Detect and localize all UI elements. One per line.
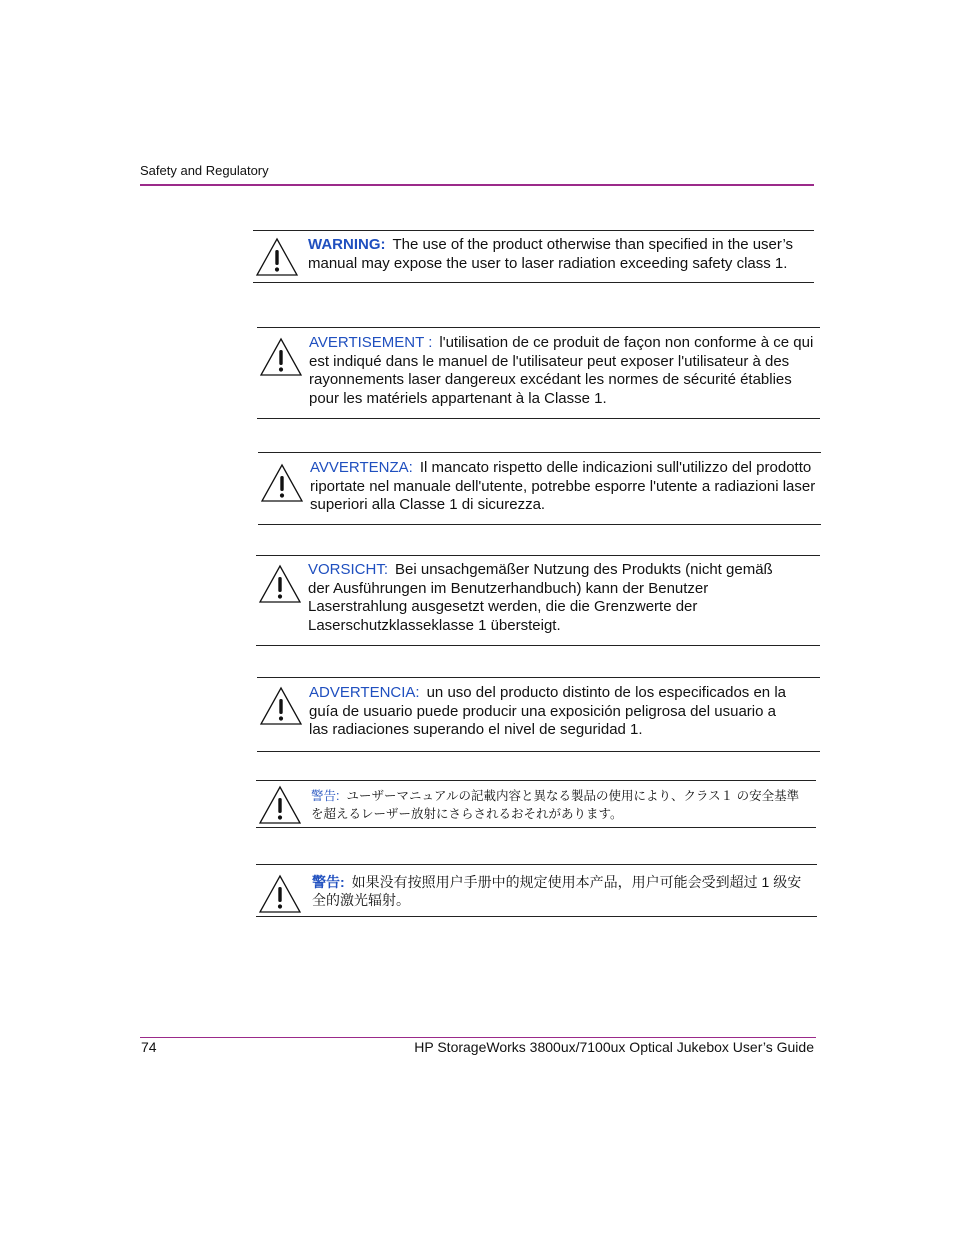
warning-body: Bei unsachgemäßer Nutzung des Produkts (nicht gemäß der Ausführungen im Benutzerhandbuch) kann der Benutzer Laserstrahlung ausgesetzt werden, die die Grenzwerte der Laserschutzklasseklasse 1 übersteigt.	[308, 561, 773, 634]
warning-italian	[258, 452, 821, 525]
warning-triangle-icon	[259, 337, 303, 377]
warning-french	[257, 327, 820, 419]
warning-triangle-icon	[258, 785, 302, 825]
page-number: 74	[141, 1039, 157, 1055]
warning-chinese	[256, 864, 817, 917]
warning-body: un uso del producto distinto de los especificados en la guía de usuario puede producir una exposición peligrosa del usuario a las radiaciones superando el nivel de seguridad 1.	[309, 684, 786, 738]
warning-english	[253, 230, 814, 283]
warning-text	[308, 561, 793, 635]
header-divider	[140, 184, 814, 186]
guide-title: HP StorageWorks 3800ux/7100ux Optical Jukebox User’s Guide	[414, 1039, 814, 1055]
section-title: Safety and Regulatory	[140, 163, 269, 178]
warning-triangle-icon	[255, 237, 299, 277]
warning-body: 如果没有按照用户手册中的规定使用本产品，用户可能会受到超过 1 级安全的激光辐射。	[312, 874, 802, 908]
warning-text	[309, 684, 787, 740]
warning-body: The use of the product otherwise than specified in the user’s manual may expose the user to laser radiation exceeding safety class 1.	[308, 236, 794, 272]
warning-text	[312, 873, 815, 909]
warning-label: WARNING:	[308, 236, 386, 253]
warning-triangle-icon	[259, 686, 303, 726]
footer-divider	[140, 1037, 816, 1038]
warning-label: ADVERTENCIA:	[309, 684, 420, 701]
warning-japanese	[256, 780, 816, 828]
warning-label: VORSICHT:	[308, 561, 389, 578]
warning-text	[309, 334, 815, 408]
warning-label: AVVERTENZA:	[310, 459, 413, 476]
warning-body: ユーザーマニュアルの記載内容と異なる製品の使用により、クラス１ の安全基準を超えるレーザー放射にさらされるおそれがあります。	[311, 789, 800, 821]
warning-label: AVERTISEMENT :	[309, 334, 433, 351]
warning-spanish	[257, 677, 820, 752]
warning-text	[311, 787, 811, 823]
warning-text	[310, 459, 818, 515]
warning-body: l'utilisation de ce produit de façon non conforme à ce qui est indiqué dans le manuel de l'utilisateur peut exposer l'utilisateur à des rayonnements laser dangereux excédant les normes de sécurité établies pour les matériels appartenant à la Classe 1.	[309, 334, 814, 407]
warning-label: 警告:	[311, 789, 340, 803]
warning-triangle-icon	[258, 564, 302, 604]
warning-body: Il mancato rispetto delle indicazioni sull'utilizzo del prodotto riportate nel manuale dell'utente, potrebbe esporre l'utente a radiazioni laser superiori alla Classe 1 di sicurezza.	[310, 459, 816, 513]
warning-text	[308, 236, 803, 273]
warning-triangle-icon	[258, 874, 302, 914]
warning-triangle-icon	[260, 463, 304, 503]
warning-german	[256, 555, 820, 646]
warning-label: 警告:	[312, 874, 345, 890]
